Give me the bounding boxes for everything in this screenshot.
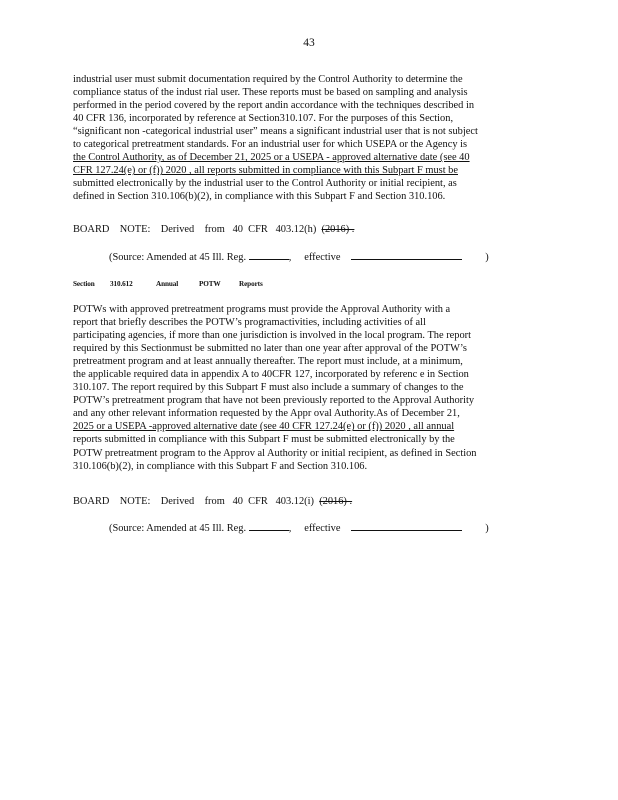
source-comma: ,: [288, 252, 292, 263]
text-line: POTW pretreatment program to the Approv al Authority or initial recipient, as defined in Section: [73, 447, 477, 459]
text-line: and any other relevant information requested by the Appr oval Authority.As of December 21,: [73, 408, 460, 420]
text-line: to categorical pretreatment standards. For an industrial user for which USEPA or the Agency is: [73, 139, 468, 151]
board-note-text: BOARD NOTE: Derived from 40 CFR 403.12(h): [73, 224, 322, 235]
text-line: reports submitted in compliance with this Subpart F must be submitted electronically by the: [73, 434, 455, 446]
effective-date-blank: [351, 522, 462, 531]
reg-blank: [249, 251, 289, 260]
text-line: POTW’s pretreatment program that have not been previously reported to the Approval Authority: [73, 395, 475, 407]
board-note: [73, 224, 354, 235]
effective-date-blank: [351, 251, 462, 260]
text-line: “significant non -categorical industrial user” means a significant industrial user that is not subject: [73, 126, 478, 138]
text-line: POTWs with approved pretreatment programs must provide the Approval Authority with a: [73, 304, 451, 315]
source-note: [109, 522, 489, 534]
board-note-struck-year: (2016) .: [319, 496, 353, 507]
source-note-close: ): [485, 523, 489, 534]
section-label: Section: [73, 280, 95, 288]
source-comma: ,: [288, 523, 292, 534]
text-line: 2025 or a USEPA -approved alternative date (see 40 CFR 127.24(e) or (f)) 2020 , all annual: [73, 421, 455, 433]
text-line: required by this Sectionmust be submitted no later than one year after approval of the POTW’s: [73, 343, 467, 355]
source-effective-label: effective: [304, 252, 341, 263]
board-note: [73, 496, 352, 507]
text-line: 40 CFR 136, incorporated by reference at Section310.107. For the purposes of this Section,: [73, 113, 454, 125]
board-note-struck-year: (2016) .: [321, 224, 355, 235]
text-line: compliance status of the indust rial user. These reports must be based on sampling and analysis: [73, 87, 468, 99]
source-note: [109, 251, 489, 263]
text-line: 310.107. The report required by this Subpart F must also include a summary of changes to the: [73, 382, 464, 394]
source-note-open: (Source: Amended at 45 Ill. Reg.: [109, 523, 247, 534]
page-number: 43: [303, 37, 315, 49]
section-number: 310.612: [110, 280, 133, 288]
text-line: the Control Authority, as of December 21, 2025 or a USEPA - approved alternative date (see 40: [73, 152, 470, 164]
reg-blank: [249, 522, 289, 531]
text-line: participating agencies, if more than one jurisdiction is involved in the local program. The report: [73, 330, 471, 342]
source-note-close: ): [485, 252, 489, 263]
text-line: pretreatment program and at least annually thereafter. The report must include, at a minimum,: [73, 356, 463, 368]
text-line: report that briefly describes the POTW’s programactivities, including activities of all: [73, 317, 426, 329]
section-title-word: Reports: [239, 280, 263, 288]
text-line: submitted electronically by the industrial user to the Control Authority or initial recipient, as: [73, 178, 457, 190]
text-line: defined in Section 310.106(b)(2), in compliance with this Subpart F and Section 310.106.: [73, 191, 446, 203]
source-effective-label: effective: [304, 523, 341, 534]
text-line: CFR 127.24(e) or (f)) 2020 , all reports submitted in compliance with this Subpart F must be: [73, 165, 458, 177]
text-line: 310.106(b)(2), in compliance with this Subpart F and Section 310.106.: [73, 460, 368, 472]
text-line: the applicable required data in appendix A to 40CFR 127, incorporated by referenc e in Section: [73, 369, 469, 381]
paragraph-annual-potw-reports: [73, 303, 538, 473]
section-title-word: POTW: [199, 280, 221, 288]
paragraph-reporting-requirements: [73, 73, 538, 203]
board-note-text: BOARD NOTE: Derived from 40 CFR 403.12(i): [73, 496, 320, 507]
text-line: industrial user must submit documentation required by the Control Authority to determine the: [73, 74, 463, 85]
section-heading: [73, 280, 263, 288]
source-note-open: (Source: Amended at 45 Ill. Reg.: [109, 252, 247, 263]
text-line: performed in the period covered by the report andin accordance with the techniques described in: [73, 100, 475, 112]
section-title-word: Annual: [156, 280, 179, 288]
